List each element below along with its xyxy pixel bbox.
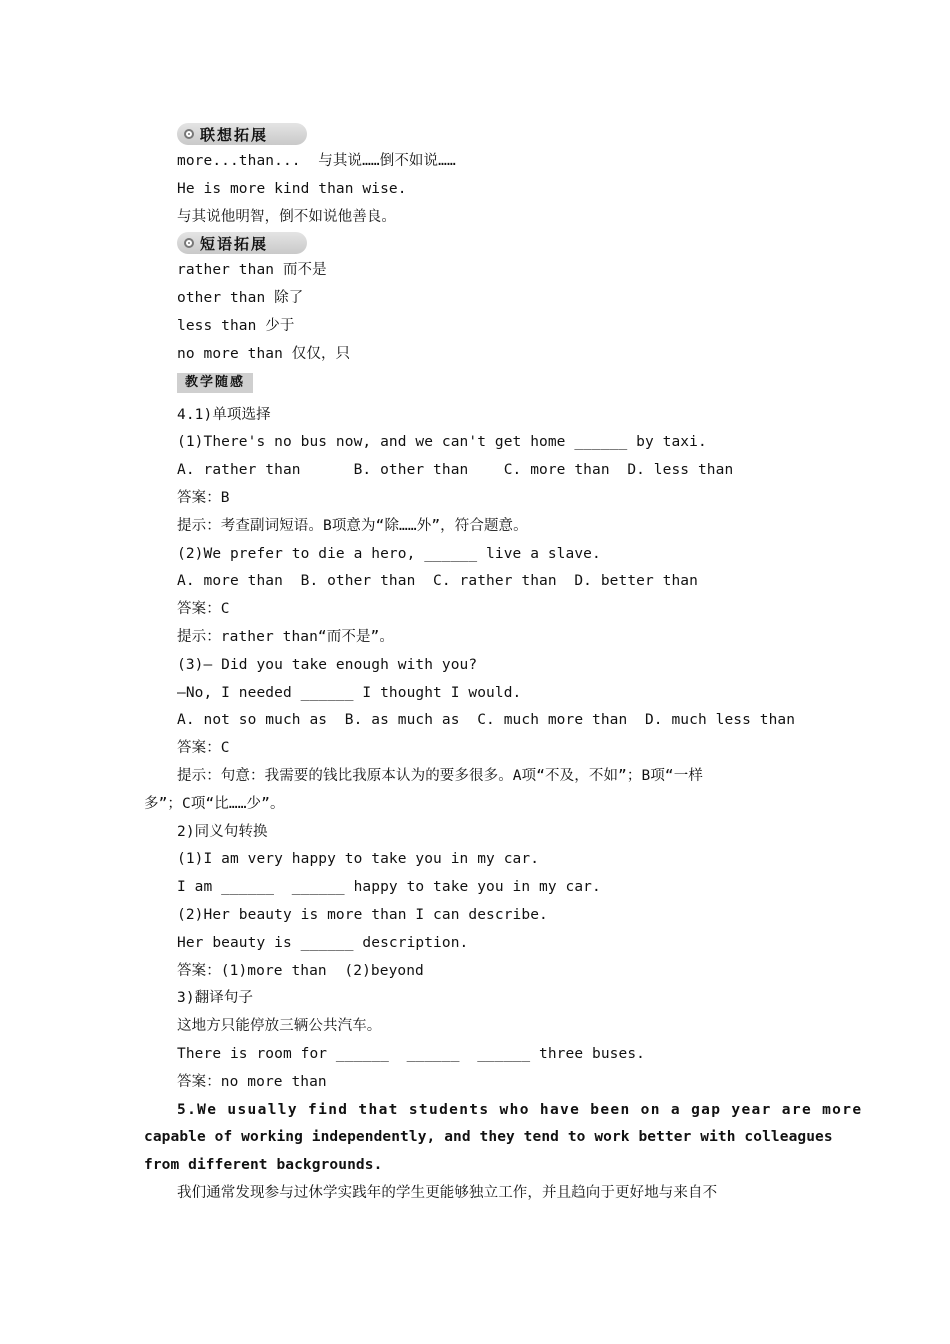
heading-pill (177, 232, 307, 254)
question-text: (1)I am very happy to take you in my car. (177, 851, 540, 868)
question-text: (1)There's no bus now, and we can't get home ______ by taxi. (177, 434, 707, 451)
hint-text: 提示：rather than“而不是”。 (177, 628, 394, 645)
heading-label: 教学随感 (177, 373, 253, 393)
question-text: Her beauty is ______ description. (177, 934, 469, 951)
phrase-line: rather than 而不是 (177, 262, 327, 279)
question-text: (2)We prefer to die a hero, ______ live a slave. (177, 545, 601, 562)
section-heading-association (144, 122, 808, 148)
key-sentence-line: 5.We usually find that students who have been on a gap year are more (177, 1101, 863, 1118)
exercise-title: 3)翻译句子 (177, 990, 254, 1007)
phrase-line: other than 除了 (177, 290, 304, 307)
question-text: 这地方只能停放三辆公共汽车。 (177, 1018, 382, 1035)
question-options: A. not so much as B. as much as C. much more than D. much less than (177, 712, 796, 729)
question-options: A. rather than B. other than C. more than D. less than (177, 462, 734, 479)
translation-line: 我们通常发现参与过休学实践年的学生更能够独立工作，并且趋向于更好地与来自不 (177, 1184, 718, 1201)
key-sentence-line: capable of working independently, and they tend to work better with colleagues (144, 1129, 833, 1146)
heading-pill (177, 123, 307, 145)
question-text: I am ______ ______ happy to take you in my car. (177, 879, 601, 896)
text-line: more...than... 与其说……倒不如说…… (177, 153, 456, 169)
answer-text: 答案：no more than (177, 1073, 327, 1090)
heading-text: 短语拓展 (200, 234, 269, 253)
heading-text: 联想拓展 (200, 125, 269, 144)
document-content (144, 122, 863, 1208)
answer-text: 答案：(1)more than (2)beyond (177, 962, 424, 979)
section-heading-teaching-notes (144, 369, 808, 396)
answer-text: 答案：B (177, 489, 230, 506)
answer-text: 答案：C (177, 740, 230, 757)
question-text: There is room for ______ ______ ______ three buses. (177, 1045, 645, 1062)
hint-text: 提示：考查副词短语。B项意为“除……外”，符合题意。 (177, 517, 528, 534)
question-options: A. more than B. other than C. rather than D. better than (177, 573, 698, 590)
phrase-line: no more than 仅仅，只 (177, 345, 351, 362)
bullet-circle-icon (184, 238, 194, 248)
question-text: (2)Her beauty is more than I can describe. (177, 906, 548, 923)
hint-text: 提示：句意：我需要的钱比我原本认为的要多很多。A项“不及，不如”；B项“一样 (177, 767, 703, 784)
bullet-circle-icon (184, 129, 194, 139)
text-line: He is more kind than wise. (177, 180, 407, 197)
question-text: (3)— Did you take enough with you? (177, 656, 478, 673)
phrase-line: less than 少于 (177, 317, 295, 334)
question-text: —No, I needed ______ I thought I would. (177, 684, 522, 701)
key-sentence-line: from different backgrounds. (144, 1157, 383, 1174)
exercise-title: 4.1)单项选择 (177, 406, 271, 423)
text-line: 与其说他明智，倒不如说他善良。 (177, 208, 396, 225)
section-heading-phrases (144, 231, 808, 257)
exercise-title: 2)同义句转换 (177, 823, 268, 840)
hint-text-continued: 多”；C项“比……少”。 (144, 795, 285, 812)
answer-text: 答案：C (177, 601, 230, 618)
